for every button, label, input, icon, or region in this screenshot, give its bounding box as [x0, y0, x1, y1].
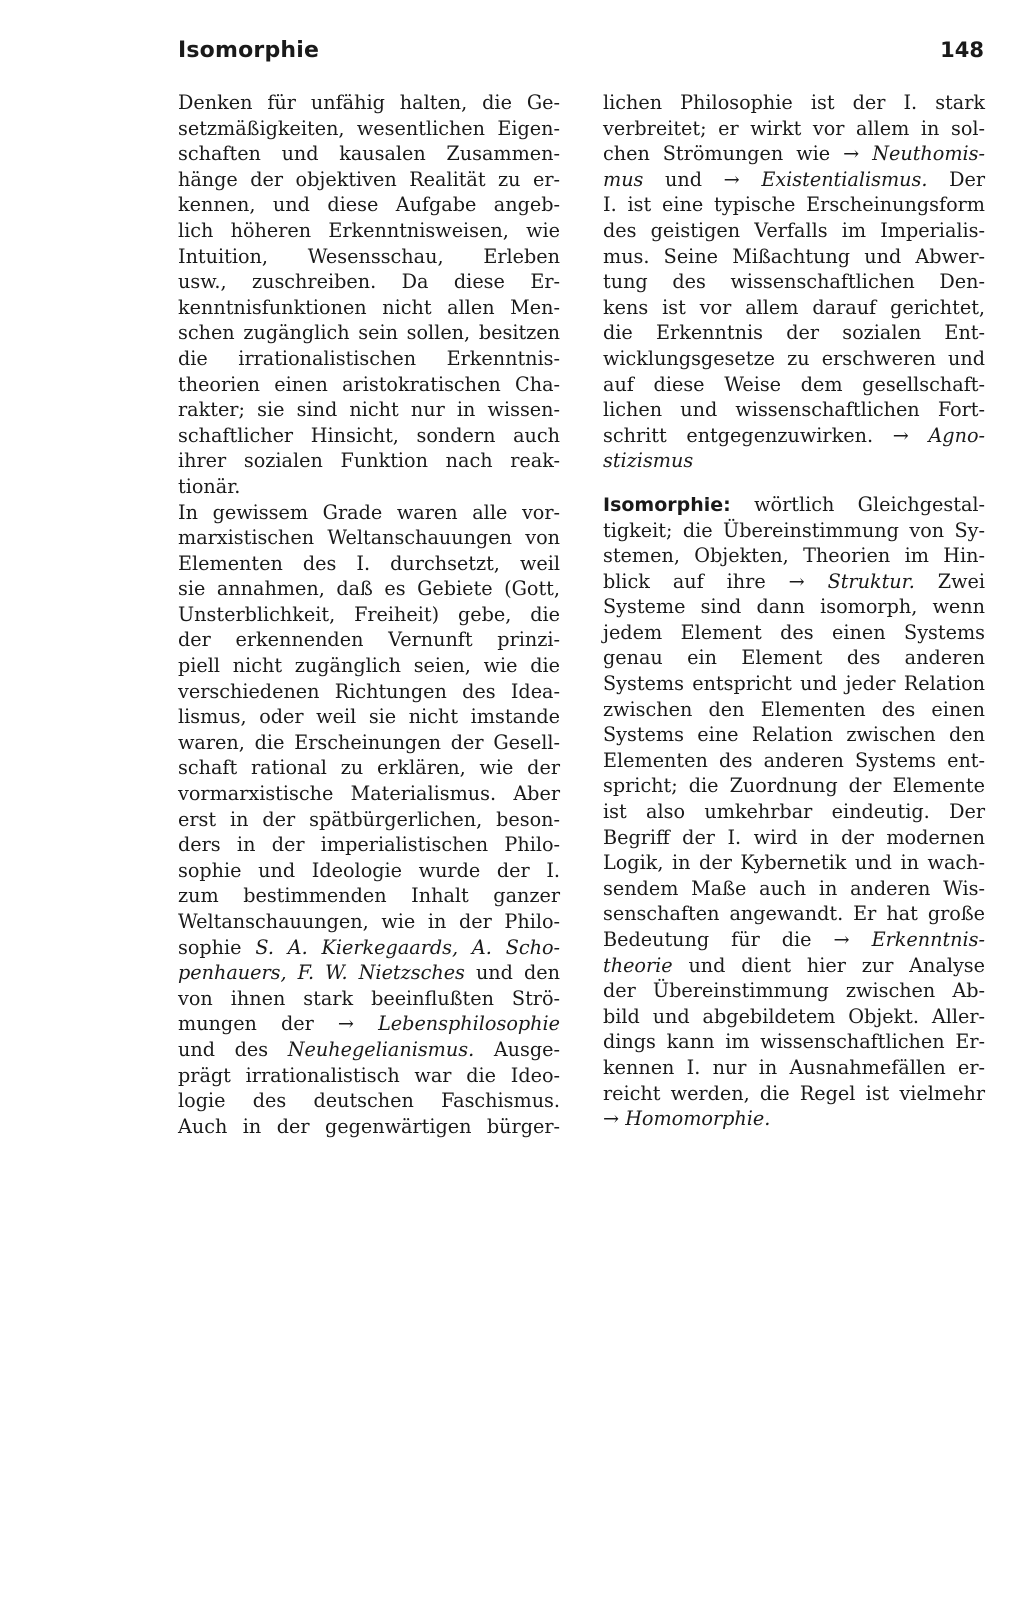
- text-line: zum bestimmenden Inhalt ganzer: [178, 884, 560, 908]
- text-fragment: →: [603, 1107, 626, 1131]
- text-line-with-reference: [603, 423, 985, 449]
- text-line: usw., zuschreiben. Da diese Er-: [178, 270, 560, 294]
- text-line: lismus, oder weil sie nicht imstande: [178, 705, 560, 729]
- running-head: Isomorphie: [178, 38, 320, 63]
- page-number: 148: [940, 38, 984, 62]
- text-fragment: Der: [927, 167, 985, 191]
- text-fragment: Bedeutung für die →: [603, 928, 872, 951]
- text-line: ders in der imperialistischen Philo-: [178, 833, 560, 857]
- text-line: verbreitet; er wirkt vor allem in sol-: [603, 116, 985, 140]
- text-line-with-reference: [603, 927, 985, 953]
- text-line: tionär.: [178, 474, 241, 498]
- cross-reference-link[interactable]: Agno-: [928, 423, 985, 447]
- text-line: der Übereinstimmung zwischen Ab-: [603, 979, 985, 1003]
- text-line: schen zugänglich sein sollen, besitzen: [178, 321, 560, 345]
- entry-keyword: Isomorphie:: [603, 493, 731, 516]
- text-line: I. ist eine typische Erscheinungsform: [603, 193, 985, 217]
- text-line-with-reference: [603, 141, 985, 167]
- text-line: theorien einen aristokratischen Cha-: [178, 372, 560, 396]
- text-line: marxistischen Weltanschauungen von: [178, 526, 560, 550]
- text-line-with-reference: [603, 448, 985, 474]
- text-line: ist also umkehrbar eindeutig. Der: [603, 800, 985, 824]
- text-line: der erkennenden Vernunft prinzi-: [178, 628, 560, 652]
- text-line-with-reference: [178, 1011, 560, 1037]
- text-line: kenntnisfunktionen nicht allen Men-: [178, 295, 560, 319]
- text-fragment: und den: [464, 961, 560, 985]
- text-line: rakter; sie sind nicht nur in wissen-: [178, 398, 560, 422]
- text-line: schaftlicher Hinsicht, sondern auch: [178, 423, 560, 447]
- text-line: des geistigen Verfalls im Imperialis-: [603, 218, 985, 242]
- entry-gap: [603, 474, 985, 492]
- text-fragment: wörtlich Gleichgestal-: [730, 492, 985, 516]
- cross-reference-link[interactable]: Erkenntnis-: [871, 928, 985, 951]
- text-line: sie annahmen, daß es Gebiete (Gott,: [178, 577, 560, 601]
- text-line: zwischen den Elementen des einen: [603, 697, 985, 721]
- text-line: schaften und kausalen Zusammen-: [178, 142, 560, 166]
- text-line: stemen, Objekten, Theorien im Hin-: [603, 544, 985, 568]
- cross-reference-link[interactable]: stizismus: [603, 449, 694, 473]
- text-line: spricht; die Zuordnung der Elemente: [603, 774, 985, 798]
- text-line: lich höheren Erkenntnisweisen, wie: [178, 218, 560, 242]
- text-line: jedem Element des einen Systems: [603, 620, 985, 644]
- text-line: logie des deutschen Faschismus.: [178, 1089, 560, 1113]
- text-line: waren, die Erscheinungen der Gesell-: [178, 730, 560, 754]
- text-fragment: und →: [643, 167, 762, 191]
- text-fragment: Zwei: [914, 569, 985, 593]
- text-line: bild und abgebildetem Objekt. Aller-: [603, 1004, 985, 1028]
- person-names: penhauers, F. W. Nietzsches: [178, 961, 465, 985]
- entry-first-line: [603, 492, 985, 518]
- text-fragment: und des: [178, 1037, 288, 1061]
- text-line: Elementen des anderen Systems ent-: [603, 748, 985, 772]
- text-line: sendem Maße auch in anderen Wis-: [603, 876, 985, 900]
- text-line: reicht werden, die Regel ist vielmehr: [603, 1081, 985, 1105]
- text-line-with-reference: [603, 1106, 985, 1132]
- text-line: Unsterblichkeit, Freiheit) gebe, die: [178, 602, 560, 626]
- text-fragment: Ausge-: [474, 1037, 560, 1061]
- text-line: genau ein Element des anderen: [603, 646, 985, 670]
- cross-reference-link[interactable]: mus: [603, 167, 644, 191]
- text-line: schaft rational zu erklären, wie der: [178, 756, 560, 780]
- text-fragment: mungen der →: [178, 1012, 379, 1036]
- cross-reference-link[interactable]: Struktur.: [827, 569, 915, 593]
- text-line: sophie und Ideologie wurde der I.: [178, 858, 560, 882]
- person-names: S. A. Kierkegaards, A. Scho-: [255, 935, 560, 959]
- text-line: setzmäßigkeiten, wesentlichen Eigen-: [178, 116, 560, 140]
- cross-reference-link[interactable]: theorie: [603, 953, 673, 977]
- text-line: hänge der objektiven Realität zu er-: [178, 167, 560, 191]
- text-line: Logik, in der Kybernetik und in wach-: [603, 851, 985, 875]
- text-fragment: chen Strömungen wie →: [603, 142, 873, 166]
- text-line: kennen, und diese Aufgabe angeb-: [178, 193, 560, 217]
- text-line: kennen I. nur in Ausnahmefällen er-: [603, 1055, 985, 1079]
- cross-reference-link[interactable]: Lebensphilosophie: [378, 1012, 560, 1036]
- text-line: von ihnen stark beeinflußten Strö-: [178, 986, 560, 1010]
- text-line-with-reference: [603, 953, 985, 979]
- text-line: Intuition, Wesensschau, Erleben: [178, 244, 560, 268]
- text-line: erst in der spätbürgerlichen, beson-: [178, 807, 560, 831]
- text-line: auf diese Weise dem gesellschaft-: [603, 372, 985, 396]
- text-line-with-reference: [178, 1037, 560, 1063]
- text-line: Elementen des I. durchsetzt, weil: [178, 551, 560, 575]
- text-fragment: und dient hier zur Analyse: [672, 953, 985, 977]
- text-line: ihrer sozialen Funktion nach reak-: [178, 449, 560, 473]
- text-line: die irrationalistischen Erkenntnis-: [178, 346, 560, 370]
- text-line: wicklungsgesetze zu erschweren und: [603, 346, 985, 370]
- text-line: Weltanschauungen, wie in der Philo-: [178, 910, 560, 933]
- text-line: senschaften angewandt. Er hat große: [603, 902, 985, 926]
- text-line: prägt irrationalistisch war die Ideo-: [178, 1063, 560, 1087]
- text-line: mus. Seine Mißachtung und Abwer-: [603, 244, 985, 268]
- text-fragment: sophie: [178, 935, 256, 959]
- cross-reference-link[interactable]: Neuthomis-: [872, 142, 985, 166]
- text-line: Systeme sind dann isomorph, wenn: [603, 595, 985, 619]
- text-line: Denken für unfähig halten, die Ge-: [178, 91, 560, 114]
- text-line: Systems eine Relation zwischen den: [603, 723, 985, 747]
- text-line: tigkeit; die Übereinstimmung von Sy-: [603, 518, 985, 542]
- text-line: verschiedenen Richtungen des Idea-: [178, 679, 560, 703]
- text-line: Systems entspricht und jeder Relation: [603, 672, 985, 696]
- text-line: piell nicht zugänglich seien, wie die: [178, 654, 560, 678]
- text-line: Auch in der gegenwärtigen bürger-: [178, 1114, 560, 1138]
- term-neuhegelianismus: Neuhegelianismus.: [287, 1037, 475, 1061]
- text-line-with-reference: [603, 569, 985, 595]
- text-line-with-reference: [603, 167, 985, 193]
- cross-reference-link[interactable]: Existentialismus.: [761, 167, 928, 191]
- text-fragment: blick auf ihre →: [603, 569, 828, 593]
- text-fragment: schritt entgegenzuwirken. →: [603, 423, 929, 447]
- text-line-with-names: [178, 935, 560, 961]
- right-column: [603, 90, 985, 1132]
- text-line: In gewissem Grade waren alle vor-: [178, 500, 560, 524]
- text-line: tung des wissenschaftlichen Den-: [603, 270, 985, 294]
- text-line: lichen Philosophie ist der I. stark: [603, 91, 985, 114]
- text-line: lichen und wissenschaftlichen Fort-: [603, 398, 985, 422]
- text-line: die Erkenntnis der sozialen Ent-: [603, 321, 985, 345]
- text-line: Begriff der I. wird in der modernen: [603, 825, 985, 849]
- text-line: vormarxistische Materialismus. Aber: [178, 782, 560, 806]
- cross-reference-link[interactable]: Homomorphie.: [625, 1107, 771, 1131]
- text-line: dings kann im wissenschaftlichen Er-: [603, 1030, 985, 1054]
- text-line-with-names: [178, 960, 560, 986]
- left-column: [178, 90, 560, 1139]
- text-line: kens ist vor allem darauf gerichtet,: [603, 295, 985, 319]
